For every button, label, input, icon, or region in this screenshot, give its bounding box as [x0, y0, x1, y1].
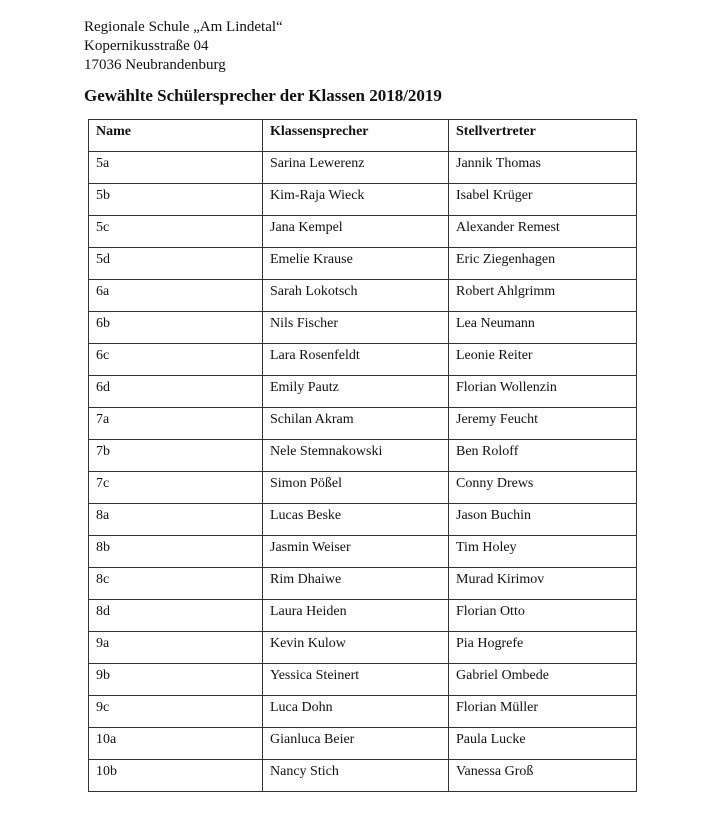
table-row: [89, 504, 637, 536]
deputy-cell: Paula Lucke: [449, 728, 637, 760]
class-cell: 7a: [89, 408, 263, 440]
table-row: [89, 664, 637, 696]
column-header-class-representative: Klassensprecher: [263, 120, 449, 152]
school-name: Regionale Schule „Am Lindetal“: [84, 19, 283, 35]
table-row: [89, 440, 637, 472]
deputy-cell: Jannik Thomas: [449, 152, 637, 184]
class-representative-cell: Nils Fischer: [263, 312, 449, 344]
class-cell: 10a: [89, 728, 263, 760]
class-representative-cell: Luca Dohn: [263, 696, 449, 728]
deputy-cell: Ben Roloff: [449, 440, 637, 472]
table-row: [89, 696, 637, 728]
class-representative-cell: Nele Stemnakowski: [263, 440, 449, 472]
class-representative-cell: Sarina Lewerenz: [263, 152, 449, 184]
school-city: 17036 Neubrandenburg: [84, 57, 226, 73]
class-representative-cell: Jana Kempel: [263, 216, 449, 248]
deputy-cell: Pia Hogrefe: [449, 632, 637, 664]
class-representative-cell: Jasmin Weiser: [263, 536, 449, 568]
class-representative-cell: Sarah Lokotsch: [263, 280, 449, 312]
class-cell: 8b: [89, 536, 263, 568]
class-cell: 8a: [89, 504, 263, 536]
class-representative-cell: Lucas Beske: [263, 504, 449, 536]
class-representative-cell: Rim Dhaiwe: [263, 568, 449, 600]
deputy-cell: Jason Buchin: [449, 504, 637, 536]
deputy-cell: Eric Ziegenhagen: [449, 248, 637, 280]
table-body: [89, 152, 637, 792]
class-representative-cell: Emelie Krause: [263, 248, 449, 280]
deputy-cell: Alexander Remest: [449, 216, 637, 248]
table-row: [89, 376, 637, 408]
table-row: [89, 312, 637, 344]
table-row: [89, 344, 637, 376]
table-row: [89, 536, 637, 568]
class-cell: 5a: [89, 152, 263, 184]
class-representative-cell: Schilan Akram: [263, 408, 449, 440]
column-header-name: Name: [89, 120, 263, 152]
table-row: [89, 152, 637, 184]
table-header-row: [89, 120, 637, 152]
class-cell: 5d: [89, 248, 263, 280]
class-cell: 9b: [89, 664, 263, 696]
deputy-cell: Florian Otto: [449, 600, 637, 632]
class-representative-cell: Yessica Steinert: [263, 664, 449, 696]
class-representative-cell: Kim-Raja Wieck: [263, 184, 449, 216]
table-row: [89, 216, 637, 248]
deputy-cell: Gabriel Ombede: [449, 664, 637, 696]
table-row: [89, 568, 637, 600]
deputy-cell: Conny Drews: [449, 472, 637, 504]
table-row: [89, 728, 637, 760]
class-cell: 10b: [89, 760, 263, 792]
table-row: [89, 248, 637, 280]
class-cell: 6b: [89, 312, 263, 344]
class-cell: 7b: [89, 440, 263, 472]
class-cell: 5b: [89, 184, 263, 216]
class-cell: 7c: [89, 472, 263, 504]
deputy-cell: Vanessa Groß: [449, 760, 637, 792]
table-row: [89, 408, 637, 440]
class-cell: 8d: [89, 600, 263, 632]
deputy-cell: Leonie Reiter: [449, 344, 637, 376]
column-header-deputy: Stellvertreter: [449, 120, 637, 152]
class-representatives-table: [88, 119, 637, 792]
deputy-cell: Florian Wollenzin: [449, 376, 637, 408]
class-representative-cell: Laura Heiden: [263, 600, 449, 632]
deputy-cell: Isabel Krüger: [449, 184, 637, 216]
class-representative-cell: Lara Rosenfeldt: [263, 344, 449, 376]
class-representative-cell: Nancy Stich: [263, 760, 449, 792]
class-cell: 9c: [89, 696, 263, 728]
class-cell: 6c: [89, 344, 263, 376]
table-row: [89, 760, 637, 792]
class-cell: 6a: [89, 280, 263, 312]
class-representative-cell: Emily Pautz: [263, 376, 449, 408]
school-address: [84, 18, 283, 75]
deputy-cell: Tim Holey: [449, 536, 637, 568]
deputy-cell: Lea Neumann: [449, 312, 637, 344]
class-representative-cell: Kevin Kulow: [263, 632, 449, 664]
table-row: [89, 472, 637, 504]
class-cell: 6d: [89, 376, 263, 408]
class-cell: 8c: [89, 568, 263, 600]
deputy-cell: Jeremy Feucht: [449, 408, 637, 440]
deputy-cell: Murad Kirimov: [449, 568, 637, 600]
table-row: [89, 632, 637, 664]
table-row: [89, 280, 637, 312]
class-representative-cell: Gianluca Beier: [263, 728, 449, 760]
deputy-cell: Florian Müller: [449, 696, 637, 728]
class-cell: 5c: [89, 216, 263, 248]
table-row: [89, 184, 637, 216]
table-row: [89, 600, 637, 632]
deputy-cell: Robert Ahlgrimm: [449, 280, 637, 312]
class-representative-cell: Simon Pößel: [263, 472, 449, 504]
document-title: Gewählte Schülersprecher der Klassen 2018/2019: [84, 86, 442, 105]
class-cell: 9a: [89, 632, 263, 664]
school-street: Kopernikusstraße 04: [84, 38, 209, 54]
